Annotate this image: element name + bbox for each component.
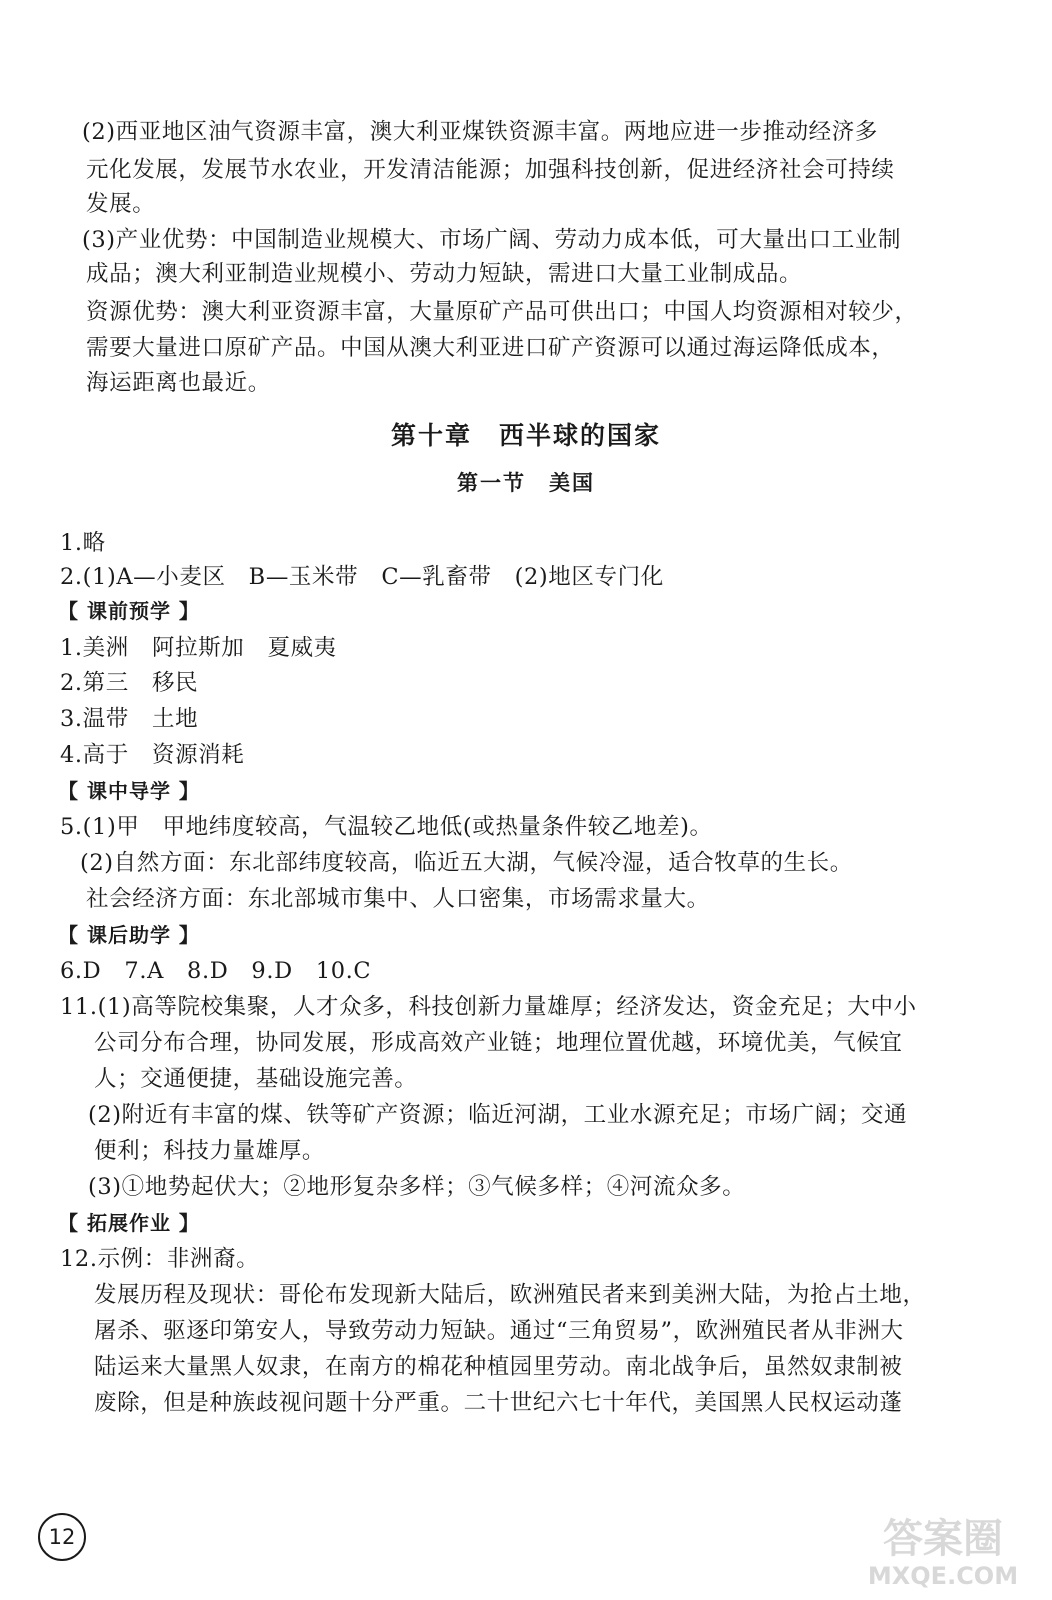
q2-line-3: 发展。 (86, 191, 156, 217)
q5-line-1: 5.(1)甲 甲地纬度较高，气温较乙地低(或热量条件较乙地差)。 (60, 814, 713, 840)
q12-paragraph-line-2: 屠杀、驱逐印第安人，导致劳动力短缺。通过“三角贸易”，欧洲殖民者从非洲大 (94, 1318, 904, 1344)
watermark-logo (848, 1508, 1038, 1592)
q12-example: 12.示例：非洲裔。 (60, 1246, 260, 1272)
q11-part2-line-2: 便利；科技力量雄厚。 (94, 1138, 326, 1164)
q12-paragraph-line-3: 陆运来大量黑人奴隶，在南方的棉花种植园里劳动。南北战争后，虽然奴隶制被 (94, 1354, 903, 1380)
q12-paragraph-line-4: 废除，但是种族歧视问题十分严重。二十世纪六七十年代，美国黑人民权运动蓬 (94, 1390, 903, 1416)
extension-header: 【 拓展作业 】 (58, 1211, 200, 1235)
watermark-url: MXQE.COM (867, 1562, 1019, 1590)
q3-industry-line-1: (3)产业优势：中国制造业规模大、市场广阔、劳动力成本低，可大量出口工业制 (82, 227, 902, 253)
intro-line-1: 1.略 (60, 530, 106, 556)
intro-line-2: 2.(1)A—小麦区 B—玉米带 C—乳畜带 (2)地区专门化 (60, 564, 664, 590)
choice-answers: 6.D 7.A 8.D 9.D 10.C (60, 958, 372, 984)
q3-industry-line-2: 成品；澳大利亚制造业规模小、劳动力短缺，需进口大量工业制成品。 (86, 261, 803, 287)
q11-part1-line-2: 公司分布合理，协同发展，形成高效产业链；地理位置优越，环境优美，气候宜 (94, 1030, 903, 1056)
watermark-text: 答案圈 (883, 1516, 1003, 1562)
pre-study-item-4: 4.高于 资源消耗 (60, 742, 245, 768)
q3-resource-line-3: 海运距离也最近。 (86, 370, 271, 396)
pre-study-item-3: 3.温带 土地 (60, 706, 199, 732)
q3-resource-line-2: 需要大量进口原矿产品。中国从澳大利亚进口矿产资源可以通过海运降低成本， (86, 335, 895, 361)
q5-line-3: 社会经济方面：东北部城市集中、人口密集，市场需求量大。 (86, 886, 710, 912)
pre-study-item-2: 2.第三 移民 (60, 670, 199, 696)
in-class-header: 【 课中导学 】 (58, 779, 200, 803)
q11-part3: (3)①地势起伏大；②地形复杂多样；③气候多样；④河流众多。 (88, 1174, 746, 1200)
after-class-header: 【 课后助学 】 (58, 923, 200, 947)
q2-line-1: (2)西亚地区油气资源丰富，澳大利亚煤铁资源丰富。两地应进一步推动经济多 (82, 119, 878, 145)
chapter-title: 第十章 西半球的国家 (390, 421, 661, 450)
q11-part2-line-1: (2)附近有丰富的煤、铁等矿产资源；临近河湖，工业水源充足；市场广阔；交通 (88, 1102, 908, 1128)
q11-part1-line-1: 11.(1)高等院校集聚，人才众多，科技创新力量雄厚；经济发达，资金充足；大中小 (60, 994, 917, 1020)
q3-resource-line-1: 资源优势：澳大利亚资源丰富，大量原矿产品可供出口；中国人均资源相对较少， (86, 299, 918, 325)
q11-part1-line-3: 人；交通便捷，基础设施完善。 (94, 1066, 418, 1092)
q2-line-2: 元化发展，发展节水农业，开发清洁能源；加强科技创新，促进经济社会可持续 (86, 157, 895, 183)
section-title: 第一节 美国 (457, 471, 595, 495)
q5-line-2: (2)自然方面：东北部纬度较高，临近五大湖，气候冷湿，适合牧草的生长。 (80, 850, 853, 876)
pre-study-header: 【 课前预学 】 (58, 599, 200, 623)
q12-paragraph-line-1: 发展历程及现状：哥伦布发现新大陆后，欧洲殖民者来到美洲大陆，为抢占土地， (94, 1282, 926, 1308)
page-number: 12 (38, 1513, 86, 1561)
pre-study-item-1: 1.美洲 阿拉斯加 夏威夷 (60, 635, 337, 661)
